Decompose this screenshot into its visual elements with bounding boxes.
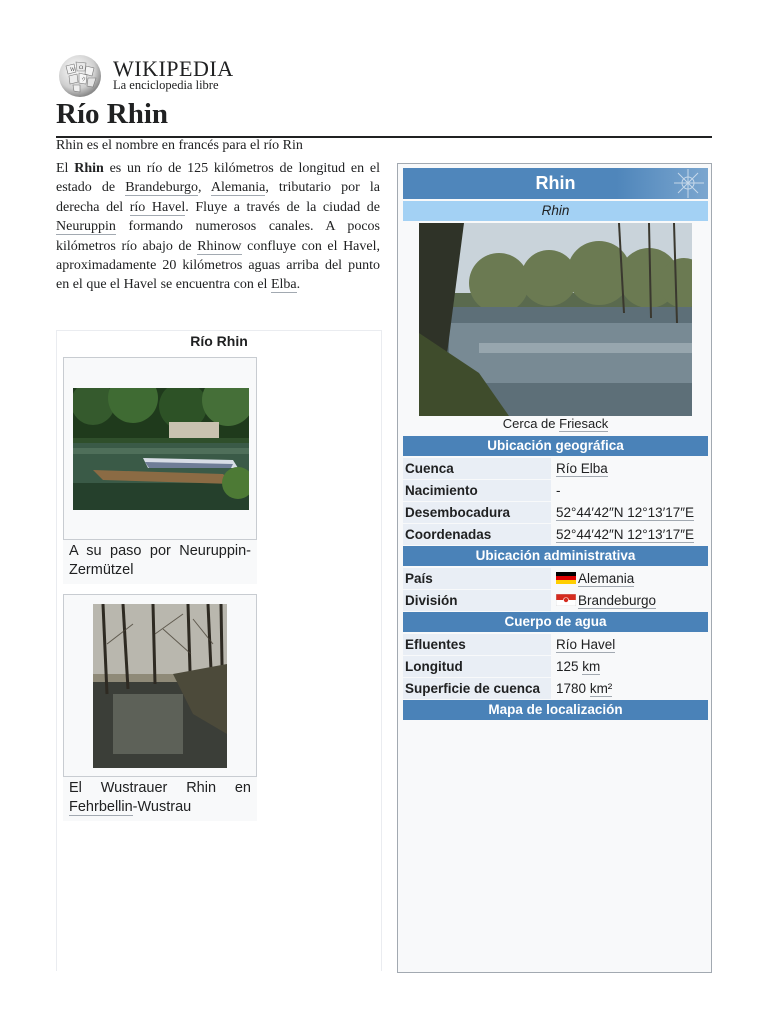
- boat-dock-photo[interactable]: [73, 388, 249, 510]
- row-superficie: [403, 678, 708, 699]
- fehrbellin-link[interactable]: Fehrbellin: [69, 799, 133, 815]
- gallery-item: [63, 594, 257, 821]
- row-label: Efluentes: [403, 634, 551, 655]
- row-label: Coordenadas: [403, 524, 551, 545]
- rio-havel-link[interactable]: Río Havel: [556, 637, 616, 652]
- row-coordenadas: [403, 524, 708, 545]
- row-label: División: [403, 590, 551, 611]
- text-run: ,: [198, 180, 211, 196]
- r-o-havel-link[interactable]: río Havel: [129, 199, 186, 215]
- row-cuenca: [403, 458, 708, 479]
- row-efluentes: [403, 634, 708, 655]
- brandeburgo-link[interactable]: Brandeburgo: [578, 593, 657, 608]
- row-desembocadura: [403, 502, 708, 523]
- text-run: es un río de 125 kilómetros de longitud en el estado de: [56, 161, 380, 196]
- text-run: . Fluye a través de la ciudad de: [185, 199, 380, 215]
- svg-text:W: W: [70, 67, 76, 73]
- text-run: .: [296, 277, 301, 293]
- wikipedia-tagline: La enciclopedia libre: [113, 78, 219, 92]
- gallery-thumbnail[interactable]: [63, 594, 257, 777]
- row-pais: [403, 568, 708, 589]
- desembocadura-coords-link[interactable]: 52°44′42″N 12°13′17″E: [556, 505, 695, 520]
- intro-paragraph: [56, 159, 380, 295]
- section-header-map: Mapa de localización: [403, 700, 708, 720]
- text-run: El Wustrauer Rhin en: [69, 780, 251, 796]
- infobox-subtitle: Rhin: [403, 201, 708, 221]
- neuruppin-link[interactable]: Neuruppin: [56, 219, 116, 235]
- row-label: Longitud: [403, 656, 551, 677]
- row-nacimiento: [403, 480, 708, 501]
- row-longitud: [403, 656, 708, 677]
- coordenadas-link[interactable]: 52°44′42″N 12°13′17″E: [556, 527, 695, 542]
- row-label: Nacimiento: [403, 480, 551, 501]
- wikipedia-wordmark: WIKIPEDIA: [113, 56, 234, 81]
- image-gallery: [56, 330, 382, 971]
- brandenburg-flag-icon: [556, 594, 576, 606]
- section-header-geo: Ubicación geográfica: [403, 436, 708, 456]
- water-drop-icon: [660, 169, 704, 198]
- row-value: 1780: [556, 681, 587, 696]
- gallery-thumbnail[interactable]: [63, 357, 257, 540]
- gallery-caption: [63, 540, 257, 584]
- text-run: El: [56, 161, 75, 176]
- river-trees-photo[interactable]: [93, 604, 227, 768]
- svg-text:Ω: Ω: [79, 65, 84, 71]
- wikipedia-logo[interactable]: [56, 54, 256, 98]
- gallery-item: [63, 357, 257, 584]
- infobox: [397, 163, 712, 973]
- gallery-caption: [63, 777, 257, 821]
- elba-link[interactable]: Elba: [270, 277, 297, 293]
- row-label: Superficie de cuenca: [403, 678, 551, 699]
- row-division: [403, 590, 708, 611]
- river-friesack-photo[interactable]: [419, 223, 692, 416]
- section-header-admin: Ubicación administrativa: [403, 546, 708, 566]
- row-value: -: [554, 480, 708, 501]
- text-run: formando numerosos canales. A pocos kilómetros río abajo de: [56, 219, 380, 254]
- infobox-image-caption: Cerca de Friesack: [502, 416, 609, 431]
- row-label: País: [403, 568, 551, 589]
- section-header-water: Cuerpo de agua: [403, 612, 708, 632]
- svg-text:ウ: ウ: [81, 77, 87, 83]
- row-label: Cuenca: [403, 458, 551, 479]
- alemania-link[interactable]: Alemania: [578, 571, 635, 586]
- infobox-title: Rhin: [403, 168, 708, 199]
- page-title: Río Rhin: [56, 98, 169, 130]
- text-run: -Wustrau: [132, 799, 192, 815]
- row-value: 125: [556, 659, 579, 674]
- wikipedia-globe-icon: [56, 54, 104, 98]
- bold-term: Rhin: [74, 161, 104, 176]
- brandeburgo-link[interactable]: Brandeburgo: [125, 180, 199, 196]
- row-label: Desembocadura: [403, 502, 551, 523]
- text-run: A su paso por Neuruppin-Zermützel: [69, 543, 251, 578]
- rhinow-link[interactable]: Rhinow: [197, 238, 242, 254]
- friesack-link[interactable]: Friesack: [559, 416, 609, 431]
- gallery-title: Río Rhin: [190, 333, 248, 349]
- text-run: confluye con el Havel, aproximadamente 20 kilómetros aguas arriba del punto en el que el Havel se encuentra con el: [56, 238, 380, 293]
- page-subtitle: Rhin es el nombre en francés para el río Rin: [56, 138, 303, 153]
- germany-flag-icon: [556, 572, 576, 584]
- text-run: , tributario por la derecha del: [56, 180, 380, 215]
- rio-elba-link[interactable]: Río Elba: [556, 461, 608, 476]
- alemania-link[interactable]: Alemania: [210, 180, 266, 196]
- km-link[interactable]: km: [582, 659, 601, 674]
- km2-link[interactable]: km²: [589, 681, 613, 696]
